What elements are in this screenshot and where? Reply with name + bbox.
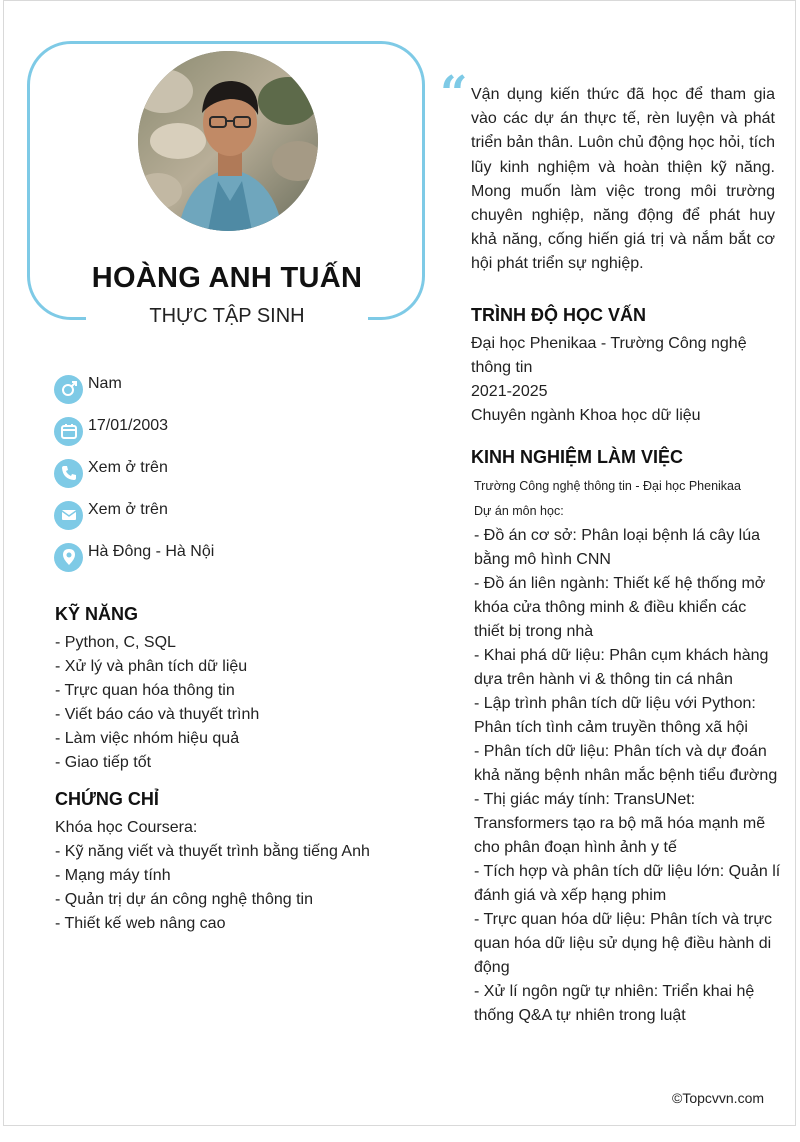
certificates-title: CHỨNG CHỈ [55, 789, 159, 809]
experience-line: thiết bị trong nhà [474, 623, 594, 640]
certificate-item: Khóa học Coursera: [55, 819, 198, 836]
experience-subtitle: Dự án môn học: [474, 504, 564, 518]
education-years: 2021-2025 [471, 383, 548, 400]
education-school-line2: thông tin [471, 359, 533, 376]
contact-list [54, 367, 214, 577]
experience-line: - Xử lí ngôn ngữ tự nhiên: Triển khai hệ [474, 983, 755, 1000]
email-icon [54, 501, 83, 530]
footer-copyright: ©Topcvvn.com [672, 1090, 765, 1106]
experience-line: dựa trên hành vi & thông tin cá nhân [474, 671, 733, 688]
experience-line: - Phân tích dữ liệu: Phân tích và dự đoán [474, 743, 767, 760]
education-title: TRÌNH ĐỘ HỌC VẤN [471, 305, 646, 325]
certificates-section [55, 789, 415, 936]
experience-lines [474, 524, 781, 1028]
contact-birthday-text: 17/01/2003 [88, 417, 169, 434]
skill-item: - Xử lý và phân tích dữ liệu [55, 658, 248, 675]
skill-item: - Trực quan hóa thông tin [55, 682, 235, 699]
certificate-item: - Mạng máy tính [55, 867, 171, 884]
experience-title: KINH NGHIỆM LÀM VIỆC [471, 447, 684, 467]
experience-line: - Tích hợp và phân tích dữ liệu lớn: Quản lí [474, 863, 781, 880]
experience-line: quan hóa dữ liệu sử dụng hệ điều hành di [474, 935, 772, 952]
experience-line: bằng mô hình CNN [474, 551, 611, 568]
skill-item: - Python, C, SQL [55, 634, 176, 651]
experience-line: động [474, 959, 510, 976]
certificate-item: - Kỹ năng viết và thuyết trình bằng tiếng Anh [55, 843, 370, 860]
experience-line: cho phân đoạn hình ảnh y tế [474, 839, 677, 856]
experience-section [471, 447, 781, 1028]
full-name: HOÀNG ANH TUẤN [91, 262, 363, 294]
location-icon [54, 543, 83, 572]
calendar-icon [54, 417, 83, 446]
gender-icon [54, 375, 83, 404]
experience-line: - Đồ án liên ngành: Thiết kế hệ thống mở [474, 575, 766, 592]
avatar-photo-icon [138, 51, 318, 231]
phone-icon [54, 459, 83, 488]
experience-line: thống Q&A tự nhiên trong luật [474, 1007, 686, 1024]
skills-title: KỸ NĂNG [55, 604, 139, 624]
contact-email [54, 493, 214, 535]
experience-line: - Khai phá dữ liệu: Phân cụm khách hàng [474, 647, 769, 664]
contact-address [54, 535, 214, 577]
contact-gender [54, 367, 214, 409]
experience-line: Transformers tạo ra bộ mã hóa mạnh mẽ [474, 815, 766, 832]
job-position: THỰC TẬP SINH [149, 305, 305, 327]
contact-birthday [54, 409, 214, 451]
experience-line: khả năng bệnh nhân mắc bệnh tiểu đường [474, 767, 778, 784]
skill-item: - Giao tiếp tốt [55, 754, 152, 771]
education-major: Chuyên ngành Khoa học dữ liệu [471, 407, 701, 424]
experience-line: đánh giá và xếp hạng phim [474, 887, 667, 904]
experience-line: Phân tích tình cảm truyền thông xã hội [474, 719, 748, 736]
contact-phone [54, 451, 214, 493]
certificate-item: - Thiết kế web nâng cao [55, 915, 226, 932]
certificate-item: - Quản trị dự án công nghệ thông tin [55, 891, 313, 908]
education-school-line1: Đại học Phenikaa - Trường Công nghệ [471, 335, 747, 352]
experience-line: - Lập trình phân tích dữ liệu với Python: [474, 695, 756, 712]
contact-phone-text: Xem ở trên [88, 459, 168, 476]
education-section [471, 305, 777, 428]
career-objective: Vận dụng kiến thức đã học để tham gia vào các dự án thực tế, rèn luyện và phát triển bản thân. Luôn chủ động học hỏi, tích lũy kinh nghiệm và hoàn thiện kỹ năng. Mong muốn làm việc trong môi trường chuyên nghiệp, năng động để phát huy khả năng, cống hiến giá trị và nắm bắt cơ hội phát triển sự nghiệp. [471, 86, 775, 273]
avatar [138, 51, 318, 231]
experience-line: - Đồ án cơ sở: Phân loại bệnh lá cây lúa [474, 527, 761, 544]
skill-item: - Viết báo cáo và thuyết trình [55, 706, 260, 723]
experience-company: Trường Công nghệ thông tin - Đại học Phenikaa [474, 479, 741, 493]
quote-mark-icon: “ [440, 66, 468, 122]
contact-gender-text: Nam [88, 375, 122, 392]
experience-line: - Trực quan hóa dữ liệu: Phân tích và trực [474, 911, 773, 928]
experience-line: - Thị giác máy tính: TransUNet: [474, 791, 696, 808]
skill-item: - Làm việc nhóm hiệu quả [55, 730, 240, 747]
skills-section [55, 604, 415, 775]
experience-line: khóa cửa thông minh & điều khiển các [474, 599, 747, 616]
contact-email-text: Xem ở trên [88, 501, 168, 518]
contact-address-text: Hà Đông - Hà Nội [88, 543, 215, 560]
